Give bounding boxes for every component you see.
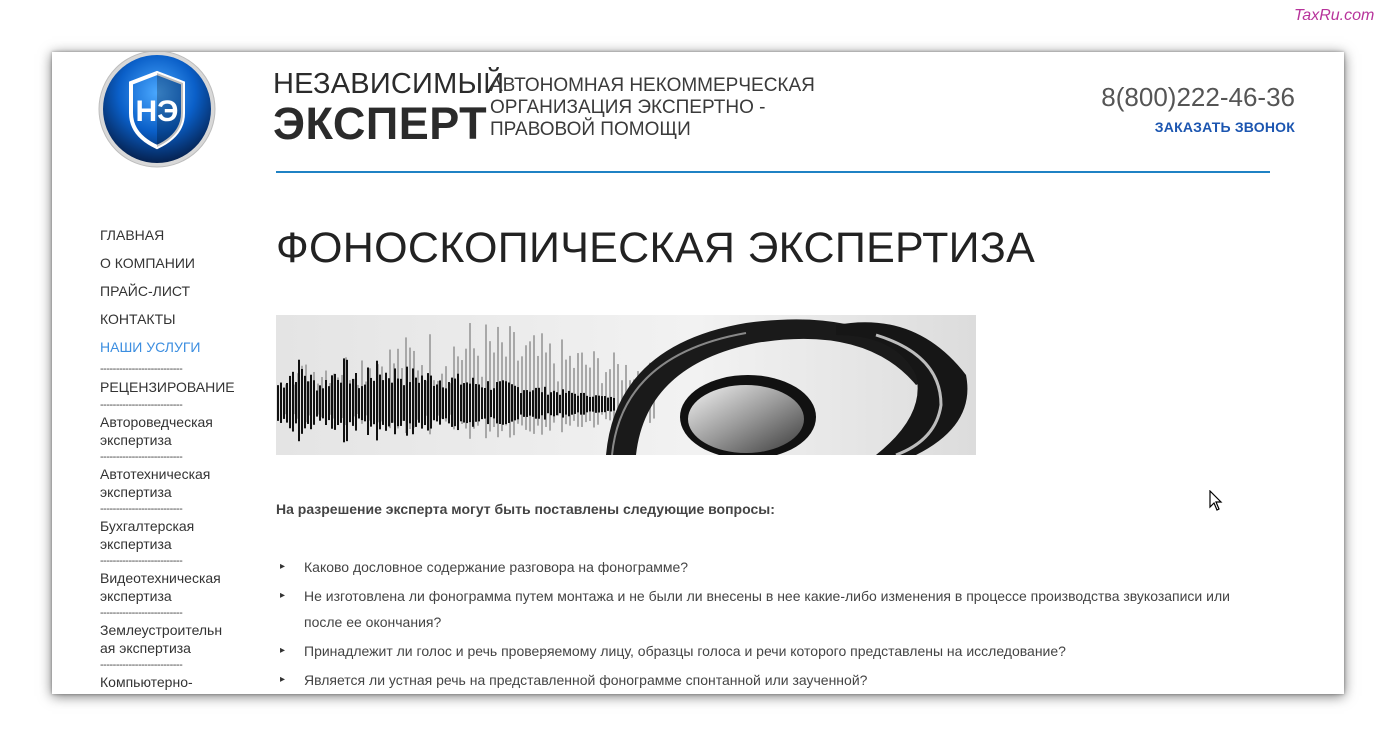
question-text: Каково дословное содержание разговора на фонограмме? bbox=[304, 559, 689, 575]
service-label: экспертиза bbox=[100, 536, 172, 552]
tagline bbox=[490, 75, 820, 141]
service-videotechnical[interactable] bbox=[100, 567, 250, 609]
service-authorship[interactable] bbox=[100, 411, 250, 453]
service-label: ая экспертиза bbox=[100, 640, 191, 656]
question-text: после ее окончания? bbox=[304, 614, 442, 630]
nav-contacts[interactable]: КОНТАКТЫ bbox=[100, 311, 176, 327]
brand-name[interactable] bbox=[273, 68, 505, 149]
service-computer[interactable] bbox=[100, 671, 250, 694]
questions-list bbox=[276, 554, 1276, 694]
tagline-line: ПРАВОВОЙ ПОМОЩИ bbox=[490, 119, 691, 140]
service-label: Землеустроительн bbox=[100, 622, 223, 638]
separator: -------------------------- bbox=[100, 609, 183, 619]
logo-icon[interactable] bbox=[97, 52, 217, 169]
chevron-right-icon: ▸ bbox=[280, 674, 286, 685]
chevron-right-icon: ▸ bbox=[280, 561, 286, 572]
service-label: Видеотехническая bbox=[100, 570, 221, 586]
separator: -------------------------- bbox=[100, 453, 183, 463]
service-land[interactable] bbox=[100, 619, 250, 661]
browser-viewport bbox=[52, 52, 1344, 694]
service-label: Автороведческая bbox=[100, 414, 213, 430]
separator: -------------------------- bbox=[100, 505, 183, 515]
brand-line2: ЭКСПЕРТ bbox=[273, 98, 488, 149]
question-text: Принадлежит ли голос и речь проверяемому лицу, образцы голоса и речи которого представлены на исследование? bbox=[304, 643, 1066, 659]
nav-price-list[interactable]: ПРАЙС-ЛИСТ bbox=[100, 283, 191, 299]
nav-home[interactable]: ГЛАВНАЯ bbox=[100, 227, 165, 243]
question-text: Не изготовлена ли фонограмма путем монтажа и не были ли внесены в нее какие-либо изменения в процессе производства звукозаписи или bbox=[304, 588, 1230, 604]
list-item bbox=[276, 583, 1276, 635]
tagline-line: ОРГАНИЗАЦИЯ ЭКСПЕРТНО - bbox=[490, 97, 766, 118]
service-label: Автотехническая bbox=[100, 466, 211, 482]
callback-link[interactable]: ЗАКАЗАТЬ ЗВОНОК bbox=[1154, 119, 1295, 135]
service-review[interactable] bbox=[100, 375, 250, 401]
separator: -------------------------- bbox=[100, 401, 183, 411]
phone-number[interactable]: 8(800)222-46-36 bbox=[1101, 82, 1295, 112]
service-label: экспертиза bbox=[100, 484, 172, 500]
separator: -------------------------- bbox=[100, 557, 183, 567]
page-title: ФОНОСКОПИЧЕСКАЯ ЭКСПЕРТИЗА bbox=[276, 224, 1036, 272]
sidebar bbox=[100, 225, 250, 694]
brand-line1: НЕЗАВИСИМЫЙ bbox=[273, 68, 505, 100]
service-accounting[interactable] bbox=[100, 515, 250, 557]
list-item bbox=[276, 554, 1276, 580]
header-divider bbox=[276, 171, 1270, 173]
nav-services[interactable]: НАШИ УСЛУГИ bbox=[100, 339, 201, 355]
chevron-right-icon: ▸ bbox=[280, 645, 286, 656]
intro-text: На разрешение эксперта могут быть поставлены следующие вопросы: bbox=[276, 501, 775, 517]
service-autotechnical[interactable] bbox=[100, 463, 250, 505]
logo-letters: НЭ bbox=[135, 95, 179, 128]
headphones-soundwave-image bbox=[276, 315, 976, 455]
service-label: Бухгалтерская bbox=[100, 518, 195, 534]
service-label: РЕЦЕНЗИРОВАНИЕ bbox=[100, 379, 235, 395]
question-text: Является ли устная речь на представленной фонограмме спонтанной или заученной? bbox=[304, 672, 868, 688]
tagline-line: АВТОНОМНАЯ НЕКОММЕРЧЕСКАЯ bbox=[490, 75, 815, 96]
chevron-right-icon: ▸ bbox=[280, 590, 286, 601]
list-item bbox=[276, 638, 1276, 664]
mouse-cursor-icon bbox=[1209, 490, 1223, 512]
service-label: экспертиза bbox=[100, 588, 172, 604]
separator: -------------------------- bbox=[100, 661, 183, 671]
service-label: экспертиза bbox=[100, 432, 172, 448]
nav-about[interactable]: О КОМПАНИИ bbox=[100, 255, 195, 271]
separator: -------------------------- bbox=[100, 365, 183, 375]
watermark: TaxRu.com bbox=[1294, 7, 1375, 24]
service-label: Компьютерно- bbox=[100, 674, 193, 690]
list-item bbox=[276, 667, 1276, 693]
